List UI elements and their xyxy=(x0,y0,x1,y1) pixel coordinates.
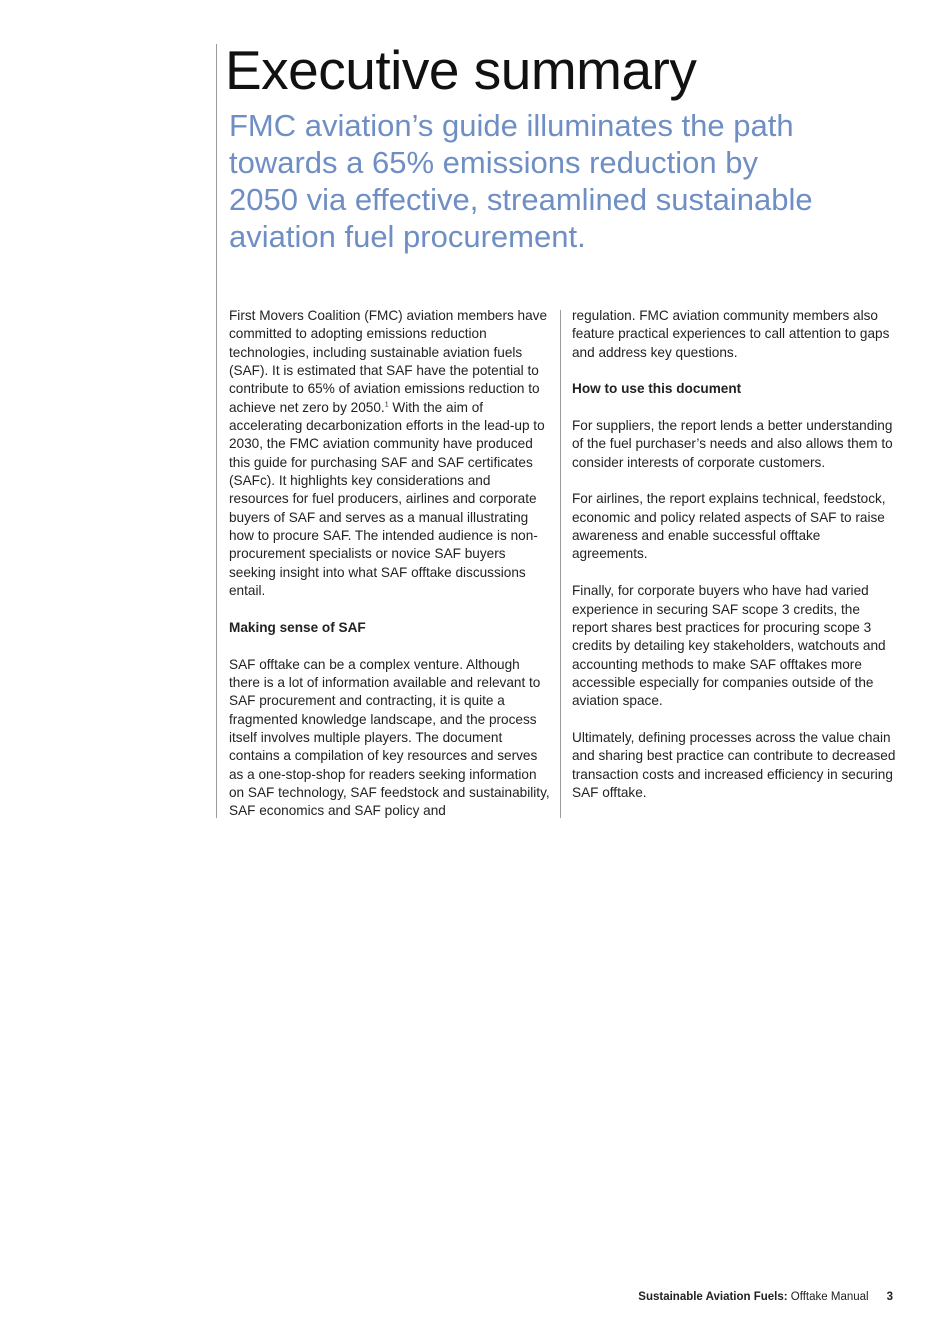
left-margin-rule xyxy=(216,44,217,818)
footnote-marker: 1 xyxy=(384,401,389,409)
making-sense-paragraph: SAF offtake can be a complex venture. Although there is a lot of information available and relevant to SAF procurement and contracting, it is quite a fragmented knowledge landscape, and the process itself involves multiple players. The document contains a compilation of key resources and serves as a one-stop-shop for readers seeking information on SAF technology, SAF feedstock and sustainability, SAF economics and SAF policy and xyxy=(229,656,550,819)
intro-text-part-2: With the aim of accelerating decarbonization efforts in the lead-up to 2030, the FMC aviation community have produced this guide for purchasing SAF and SAF certificates (SAFc). It highlights key considerations and resources for fuel producers, airlines and corporate buyers of SAF and serves as a manual illustrating how to procure SAF. The intended audience is non-procurement specialists or novice SAF buyers seeking insight into what SAF offtake discussions entail. xyxy=(229,399,545,599)
intro-text-part-1: First Movers Coalition (FMC) aviation members have committed to adopting emissions reduction technologies, including sustainable aviation fuels (SAF). It is estimated that SAF have the potential to contribute to 65% of aviation emissions reduction to achieve net zero by 2050. xyxy=(229,308,548,415)
page-number: 3 xyxy=(886,1291,893,1303)
intro-paragraph xyxy=(229,307,551,601)
corporate-buyers-paragraph: Finally, for corporate buyers who have had varied experience in securing SAF scope 3 credits, the report shares best practices for procuring scope 3 credits by detailing key stakeholders, watchouts and accounting methods to make SAF offtakes more accessible especially for companies outside of the aviation space. xyxy=(572,583,886,709)
page-footer xyxy=(638,1290,893,1304)
left-column xyxy=(229,307,551,821)
conclusion-paragraph: Ultimately, defining processes across the value chain and sharing best practice can contribute to decreased transaction costs and increased efficiency in securing SAF offtake. xyxy=(572,729,896,800)
page-title: Executive summary xyxy=(225,39,697,101)
suppliers-paragraph: For suppliers, the report lends a better understanding of the fuel purchaser’s needs and also allows them to consider interests of corporate customers. xyxy=(572,418,893,470)
footer-publication-rest: Offtake Manual xyxy=(787,1291,869,1303)
right-column xyxy=(572,307,898,802)
airlines-paragraph: For airlines, the report explains technical, feedstock, economic and policy related aspects of SAF to raise awareness and enable successful offtake agreements. xyxy=(572,491,886,562)
section-heading-making-sense: Making sense of SAF xyxy=(229,619,366,635)
section-heading-how-to-use: How to use this document xyxy=(572,381,742,397)
column-divider-rule xyxy=(560,310,561,818)
page-subtitle: FMC aviation’s guide illuminates the path towards a 65% emissions reduction by 2050 via effective, streamlined sustainable aviation fuel procurement. xyxy=(229,108,813,254)
footer-publication-bold: Sustainable Aviation Fuels: xyxy=(638,1291,788,1303)
continued-paragraph: regulation. FMC aviation community members also feature practical experiences to call attention to gaps and address key questions. xyxy=(572,308,890,360)
